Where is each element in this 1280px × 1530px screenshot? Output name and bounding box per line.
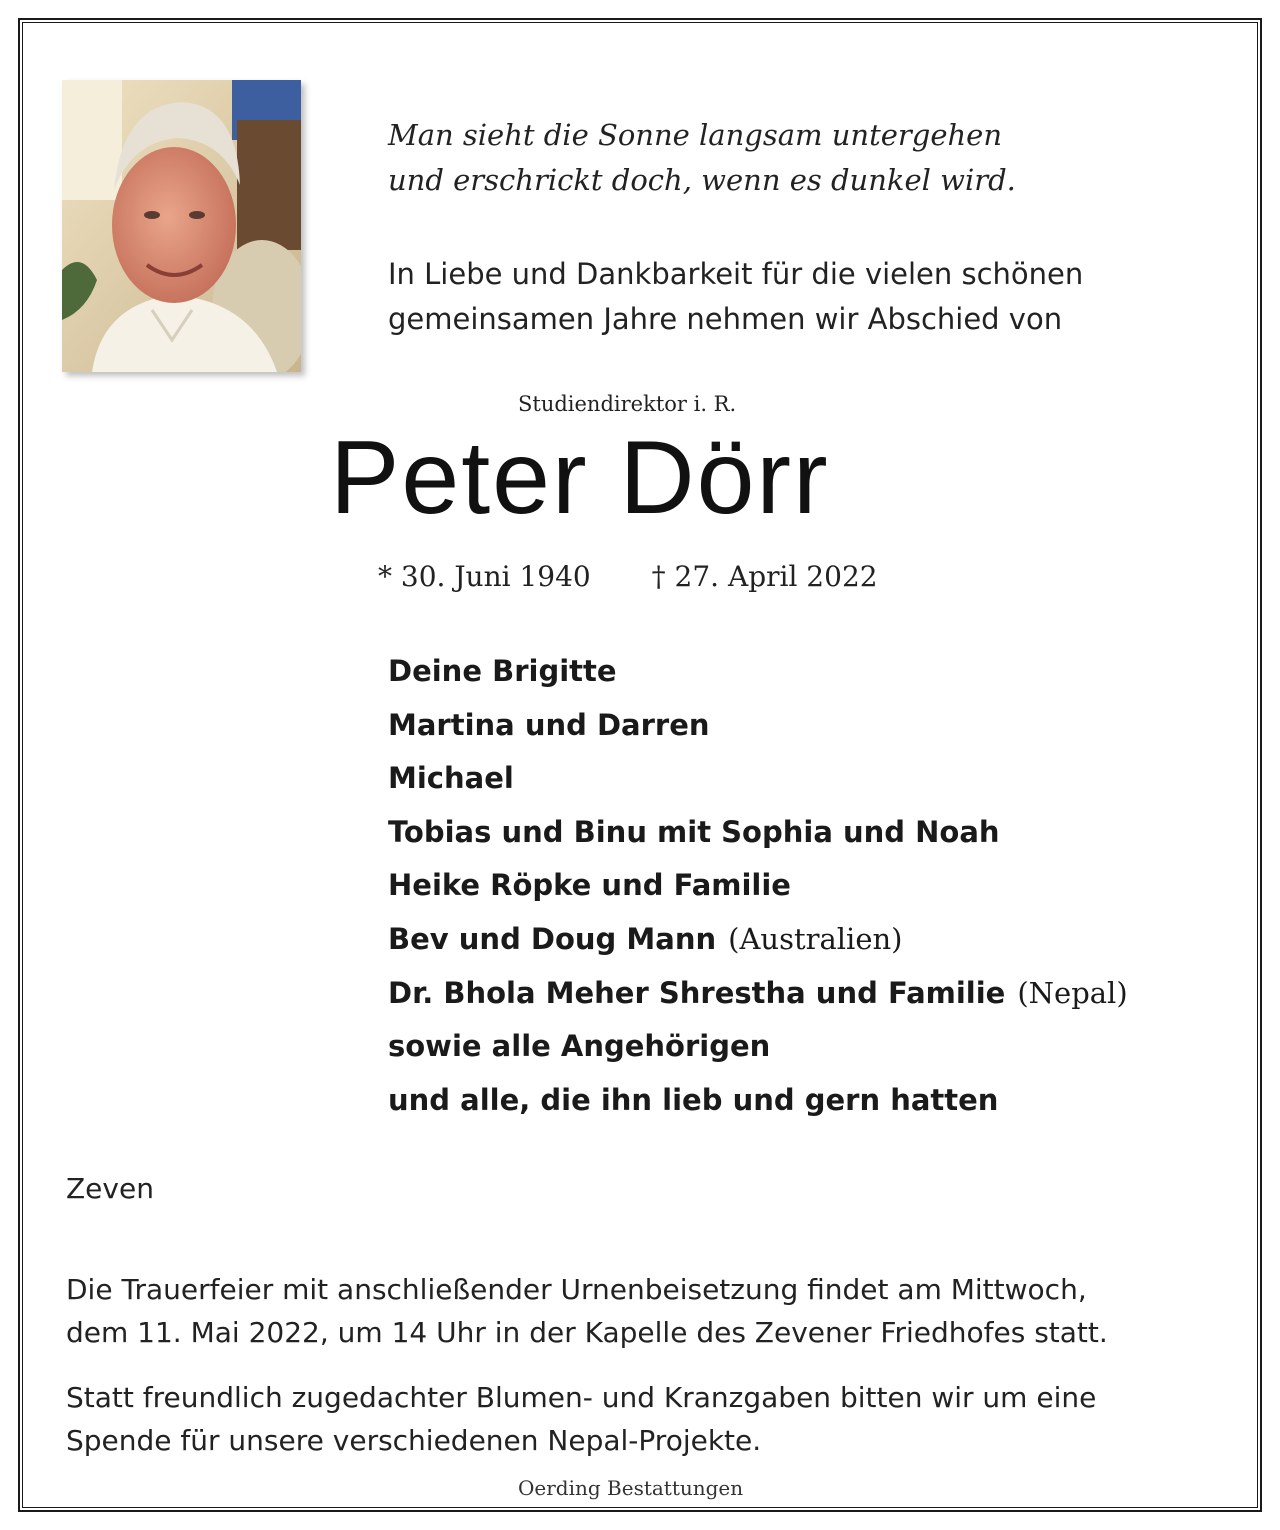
mourner-name: Michael [388, 761, 514, 796]
quote [388, 113, 1016, 203]
quote-line-1: Man sieht die Sonne langsam untergehen [388, 118, 1002, 152]
deceased-title: Studiendirektor i. R. [518, 392, 737, 416]
mourner-line [388, 645, 1128, 699]
mourner-name: Dr. Bhola Meher Shrestha und Familie [388, 975, 1006, 1010]
donation-line-1: Statt freundlich zugedachter Blumen- und Kranzgaben bitten wir um eine [66, 1381, 1097, 1414]
mourner-name: sowie alle Angehörigen [388, 1029, 771, 1064]
mourner-line [388, 752, 1128, 806]
intro-line-1: In Liebe und Dankbarkeit für die vielen schönen [388, 257, 1084, 291]
death-date: † 27. April 2022 [651, 560, 878, 593]
donation-line-2: Spende für unsere verschiedenen Nepal-Projekte. [66, 1424, 762, 1457]
mourner-note: (Nepal) [1017, 975, 1128, 1010]
mourner-line [388, 967, 1128, 1021]
mourner-line [388, 913, 1128, 967]
mourner-name: Tobias und Binu mit Sophia und Noah [388, 814, 1000, 849]
mourner-line [388, 859, 1128, 913]
mourner-note: (Australien) [728, 921, 903, 956]
deceased-name: Peter Dörr [330, 420, 830, 536]
donation-text [66, 1376, 1096, 1462]
ceremony-text [66, 1268, 1108, 1354]
ceremony-line-1: Die Trauerfeier mit anschließender Urnenbeisetzung findet am Mittwoch, [66, 1273, 1087, 1306]
mourner-name: Heike Röpke und Familie [388, 868, 791, 903]
intro-line-2: gemeinsamen Jahre nehmen wir Abschied von [388, 302, 1063, 336]
mourner-name: Martina und Darren [388, 707, 710, 742]
mourner-line [388, 1074, 1128, 1128]
mourner-name: Bev und Doug Mann [388, 921, 717, 956]
mourner-line [388, 806, 1128, 860]
mourner-name: Deine Brigitte [388, 654, 617, 688]
intro-text [388, 252, 1083, 342]
mourner-name: und alle, die ihn lieb und gern hatten [388, 1082, 999, 1117]
mourner-line [388, 699, 1128, 753]
ceremony-line-2: dem 11. Mai 2022, um 14 Uhr in der Kapelle des Zevener Friedhofes statt. [66, 1316, 1108, 1349]
funeral-home: Oerding Bestattungen [518, 1476, 744, 1500]
mourner-line [388, 1020, 1128, 1074]
mourners-list [388, 645, 1128, 1127]
quote-line-2: und erschrickt doch, wenn es dunkel wird. [388, 163, 1016, 197]
portrait-photo [62, 80, 301, 372]
birth-date: * 30. Juni 1940 [378, 560, 591, 593]
life-dates [378, 560, 878, 593]
place: Zeven [66, 1172, 154, 1205]
